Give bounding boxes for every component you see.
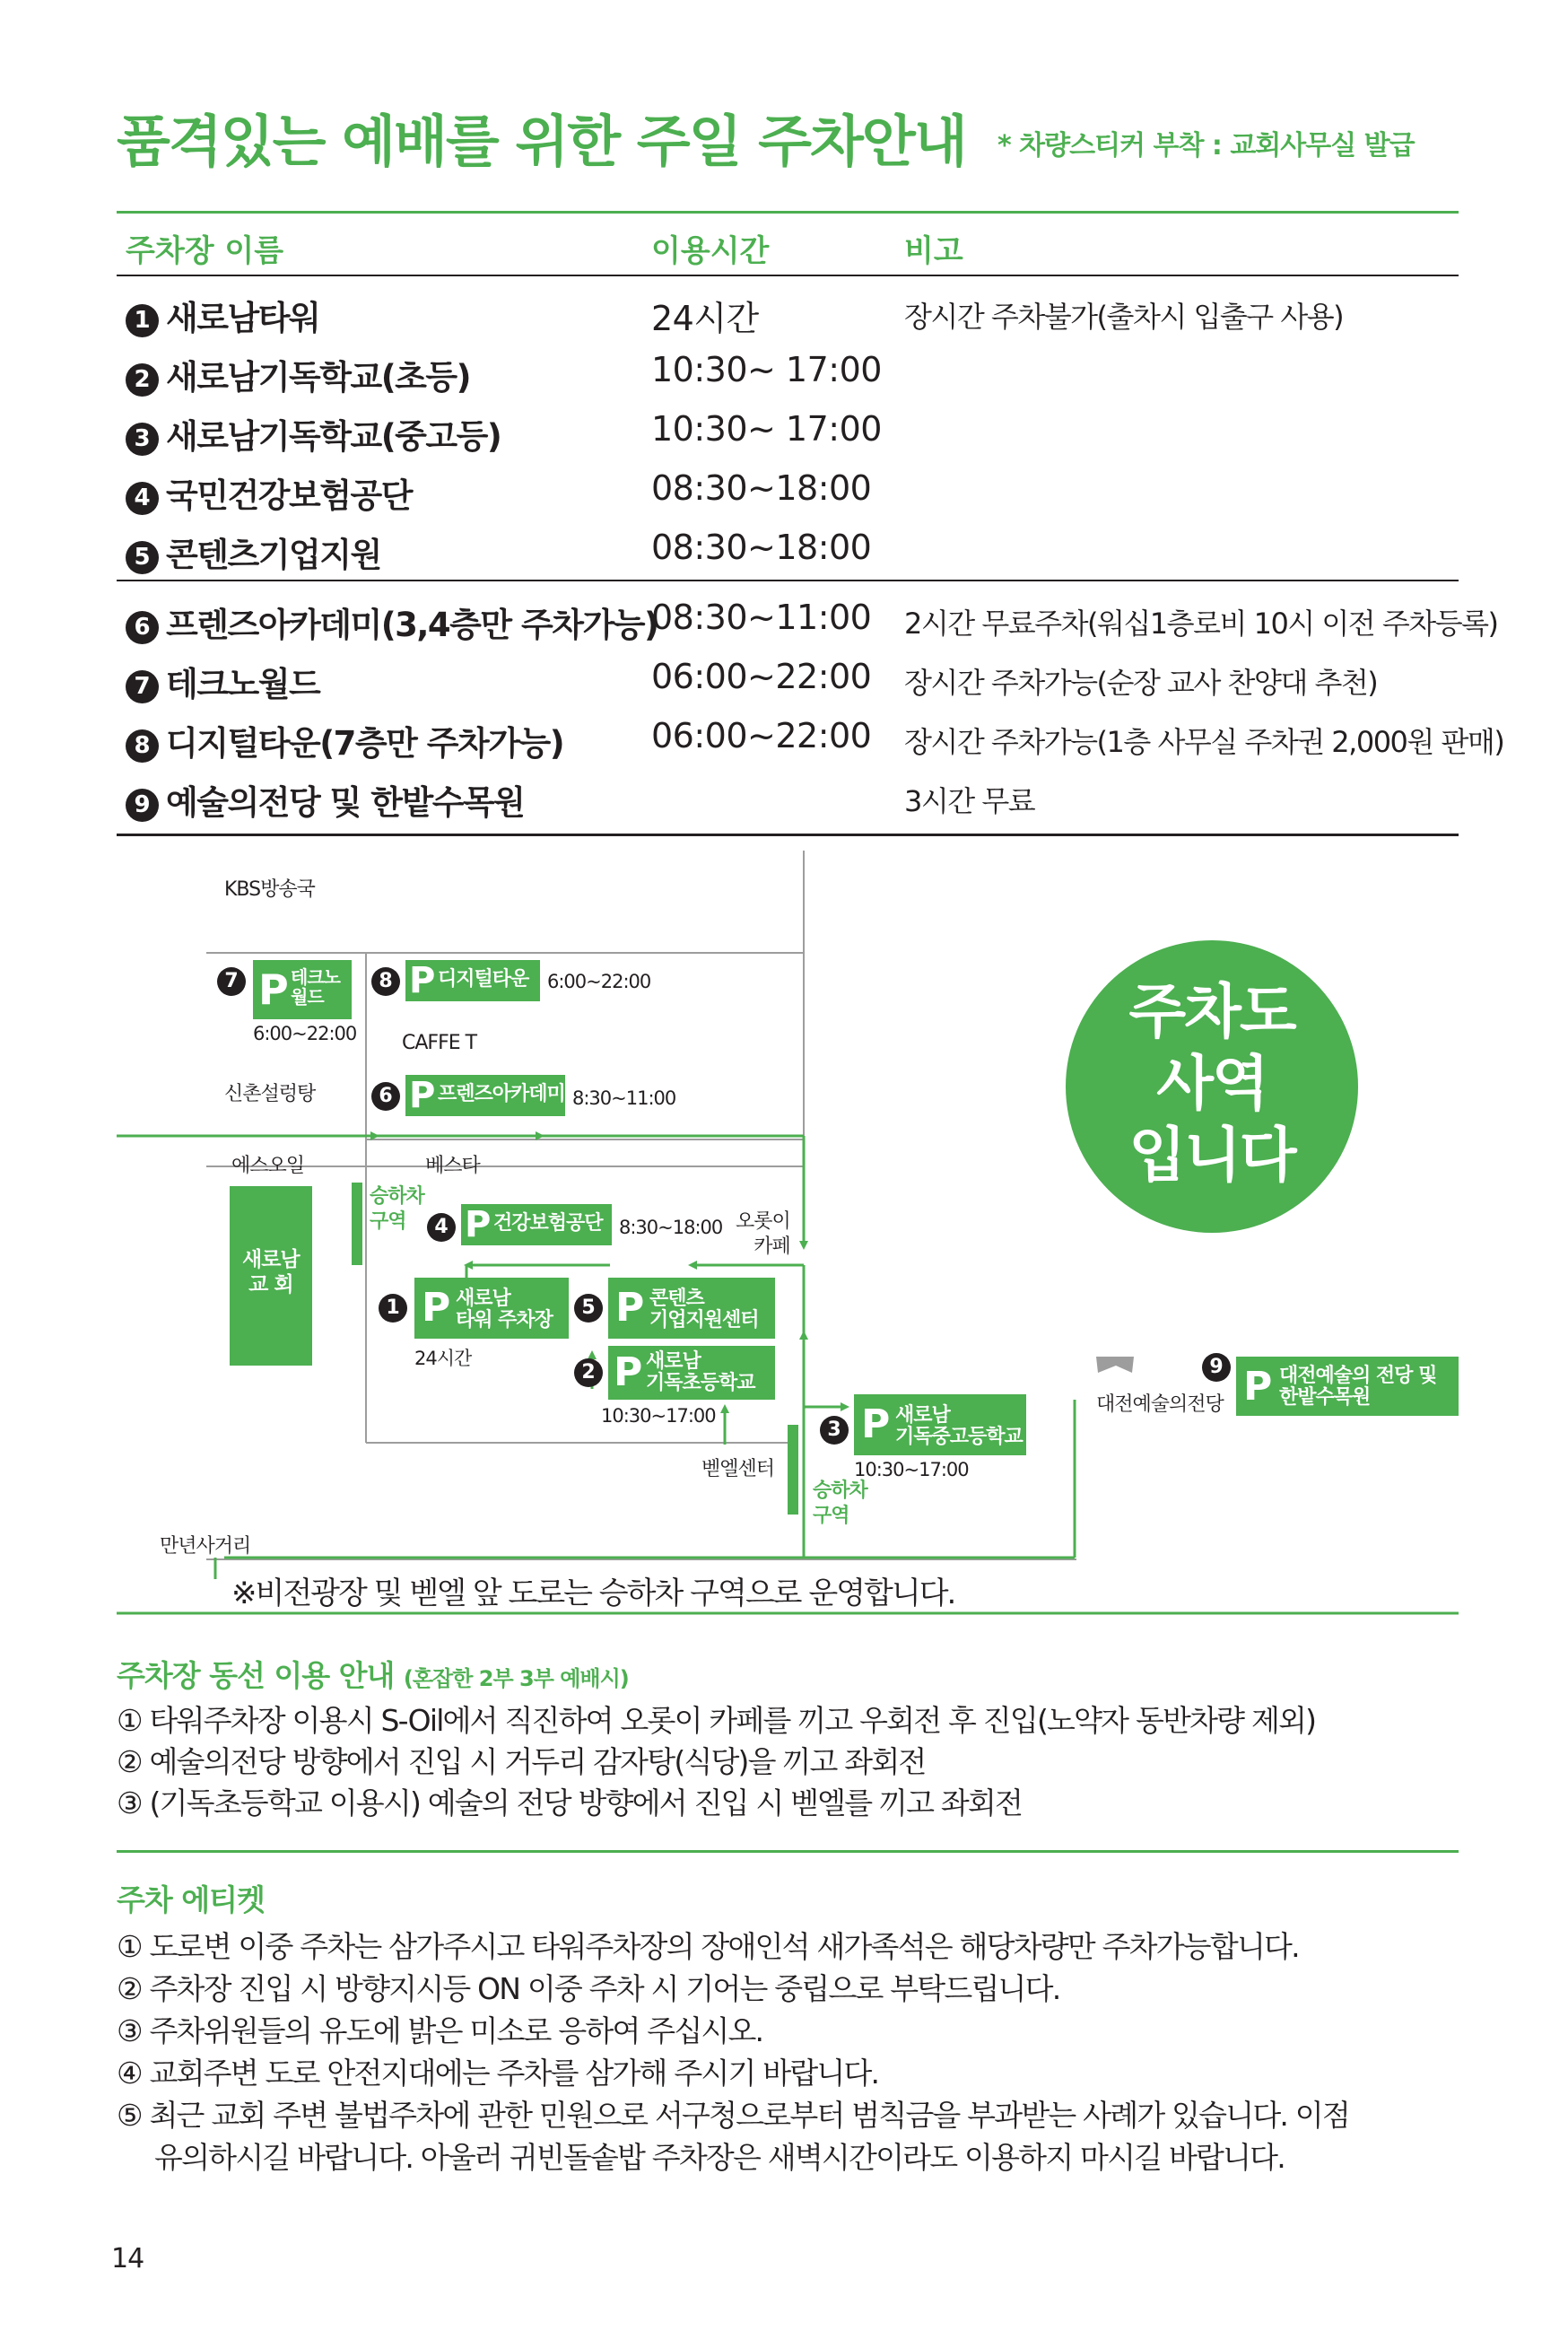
etiquette-item-2: ② 주차장 진입 시 방향지시등 ON 이중 주차 시 기어는 중립으로 부탁드립니다. [117,1971,1060,2006]
etiquette-item-1: ① 도로변 이중 주차는 삼가주시고 타워주차장의 장애인석 새가족석은 해당차량만 주차가능합니다. [117,1929,1299,1964]
pickup-zone-2: 승하차 구역 [813,1480,867,1527]
lot-9-number: 9 [1202,1353,1231,1382]
lot-4-number: 4 [427,1213,456,1242]
vesta-label: 베스타 [425,1155,480,1177]
row-time: 06:00~22:00 [651,657,872,696]
lot-4-p: P [465,1204,492,1245]
row-name-text: 새로남타워 [166,299,320,337]
lot-4-sign [461,1204,612,1245]
row-name-text: 프렌즈아카데미(3,4층만 주차가능) [166,606,658,644]
etiquette-item-3: ③ 주차위원들의 유도에 밝은 미소로 응하여 주십시오. [117,2013,763,2048]
page-subtitle: * 차량스티커 부착 : 교회사무실 발급 [997,130,1415,162]
lot-8-hours: 6:00~22:00 [547,971,651,992]
row-number-badge: 4 [126,482,159,515]
lot-6-p: P [409,1075,436,1116]
lot-2-sign [608,1346,775,1400]
row-number-badge: 7 [126,670,159,703]
lot-3-number: 3 [820,1416,849,1445]
lot-9-sign [1236,1357,1459,1416]
lot-2-p: P [614,1349,643,1395]
etiquette-item-4: ④ 교회주변 도로 안전지대에는 주차를 삼가해 주시기 바랍니다. [117,2056,879,2091]
ministry-badge-text: 주차도 사역 입니다 [1128,977,1295,1190]
row-time: 24시간 [651,299,759,338]
row-name-text: 테크노월드 [166,665,320,703]
row-note: 장시간 주차가능(순장 교사 찬양대 추천) [904,666,1378,700]
flow-item-1: ① 타워주차장 이용시 S-Oil에서 직진하여 오롯이 카페를 끼고 우회전 후 진입(노약자 동반차량 제외) [117,1703,1316,1738]
kbs-label: KBS방송국 [224,878,315,901]
page-number: 14 [111,2243,144,2274]
lot-4-label: 건강보험공단 [493,1212,603,1235]
row-time: 08:30~18:00 [651,468,872,508]
flow-item-3: ③ (기독초등학교 이용시) 예술의 전당 방향에서 진입 시 벧엘를 끼고 좌회전 [117,1785,1023,1820]
row-note: 장시간 주차가능(1층 사무실 주차권 2,000원 판매) [904,725,1504,759]
lot-7-p: P [258,965,289,1014]
row-number-badge: 2 [126,363,159,397]
lot-2-hours: 10:30~17:00 [601,1405,716,1427]
lot-1-label: 새로남 타워 주차장 [456,1288,553,1332]
row-name-text: 예술의전당 및 한밭수목원 [166,783,525,822]
row-note: 2시간 무료주차(워십1층로비 10시 이전 주차등록) [904,607,1498,641]
row-number-badge: 6 [126,611,159,644]
church-label: 새로남 교 회 [242,1248,300,1296]
flow-item-2: ② 예술의전당 방향에서 진입 시 거두리 감자탕(식당)을 끼고 좌회전 [117,1744,926,1779]
lot-6-sign [405,1075,565,1116]
lot-5-p: P [615,1285,645,1331]
lot-3-p: P [861,1401,891,1447]
row-number-badge: 1 [126,304,159,337]
row-name-text: 새로남기독학교(중고등) [166,417,501,456]
row-time: 10:30~ 17:00 [651,350,882,389]
row-number-badge: 5 [126,541,159,574]
row-name-text: 국민건강보험공단 [166,476,412,515]
lot-6-number: 6 [371,1082,400,1111]
lot-1-number: 1 [379,1294,407,1323]
row-number-badge: 9 [126,789,159,822]
lot-1-p: P [422,1285,451,1331]
row-name-text: 디지털타운(7층만 주차가능) [166,724,564,763]
row-time: 08:30~18:00 [651,528,872,567]
row-time: 10:30~ 17:00 [651,409,882,449]
flow-title [117,1653,629,1695]
orotei-cafe-label: 오롯이 카페 [736,1210,790,1258]
lot-7-number: 7 [217,967,246,996]
etiquette-item-5-cont: 유의하시길 바랍니다. 아울러 귀빈돌솥밥 주차장은 새벽시간이라도 이용하지 마시길 바랍니다. [154,2140,1285,2175]
flow-title-sub: (혼잡한 2부 3부 예배시) [403,1666,629,1691]
lot-9-p: P [1243,1364,1273,1410]
lot-9-label: 대전예술의 전당 및 한밭수목원 [1279,1365,1437,1410]
lot-1-sign [414,1278,569,1339]
lot-8-p: P [409,960,436,1001]
lot-6-hours: 8:30~11:00 [572,1087,676,1109]
header-time: 이용시간 [651,233,770,269]
esoil-label: 에스오일 [231,1155,305,1177]
lot-3-label: 새로남 기독중고등학교 [895,1404,1023,1449]
lot-4-hours: 8:30~18:00 [619,1217,723,1238]
lot-8-number: 8 [371,967,400,996]
etiquette-item-5: ⑤ 최근 교회 주변 불법주차에 관한 민원으로 서구청으로부터 범칙금을 부과받는 사례가 있습니다. 이점 [117,2098,1349,2133]
header-name: 주차장 이름 [126,233,284,269]
lot-8-sign [405,960,540,1001]
lot-5-label: 콘텐츠 기업지원센터 [649,1288,759,1332]
arts-center-label: 대전예술의전당 [1096,1393,1224,1416]
pickup-zone-1: 승하차 구역 [370,1185,424,1233]
caffe-label: CAFFE T [402,1032,477,1054]
lot-7-hours: 6:00~22:00 [253,1023,357,1044]
row-number-badge: 8 [126,729,159,763]
lot-2-number: 2 [574,1358,603,1387]
flow-divider [117,1850,1459,1853]
etiquette-title: 주차 에티켓 [117,1882,265,1917]
row-note: 장시간 주차불가(출차시 입출구 사용) [904,300,1344,334]
row-name-text: 콘텐츠기업지원 [166,536,381,574]
map-note: ※비전광장 및 벧엘 앞 도로는 승하차 구역으로 운영합니다. [231,1576,955,1611]
lot-5-sign [608,1278,775,1339]
flow-title-main: 주차장 동선 이용 안내 [117,1658,395,1693]
mannyeon-label: 만년사거리 [160,1535,251,1558]
row-time: 06:00~22:00 [651,716,872,755]
lot-3-sign [854,1394,1026,1455]
lot-2-label: 새로남 기독초등학교 [646,1350,755,1395]
lot-1-hours: 24시간 [414,1348,472,1369]
row-time: 08:30~11:00 [651,598,872,637]
lot-6-label: 프렌즈아카데미 [438,1083,565,1105]
lot-3-hours: 10:30~17:00 [854,1459,969,1480]
page-title: 품격있는 예배를 위한 주일 주차안내 [117,109,966,174]
row-number-badge: 3 [126,423,159,456]
lot-8-label: 디지털타운 [438,968,529,991]
row-note: 3시간 무료 [904,784,1035,818]
lot-5-number: 5 [574,1294,603,1323]
lot-7-sign [253,960,352,1019]
row-name-text: 새로남기독학교(초등) [166,358,470,397]
lot-7-label: 테크노 월드 [291,966,340,1008]
sinchon-label: 신촌설렁탕 [224,1083,316,1105]
header-note: 비고 [904,233,963,269]
bethel-label: 벧엘센터 [701,1458,775,1480]
